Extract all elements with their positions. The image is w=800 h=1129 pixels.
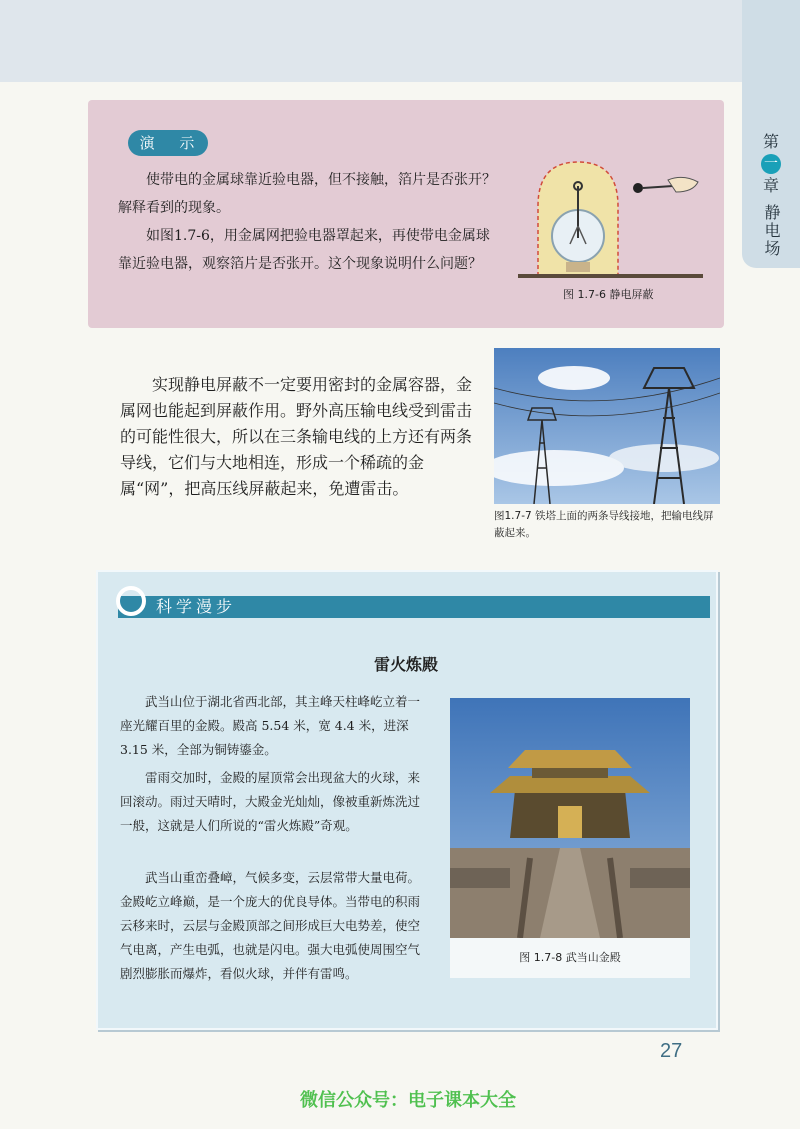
figure-caption-1-7-8: 图 1.7-8 武当山金殿	[450, 938, 690, 978]
chapter-suffix: 章	[762, 176, 779, 195]
article-paragraph-2: 雷雨交加时，金殿的屋顶常会出现盆大的火球，来回滚动。雨过天晴时，大殿金光灿灿，像被重新炼洗过一般，这就是人们所说的“雷火炼殿”奇观。	[120, 770, 421, 833]
article-paragraph-3: 武当山重峦叠嶂，气候多变，云层常带大量电荷。金殿屹立峰巅，是一个庞大的优良导体。当带电的积雨云移来时，云层与金殿顶部之间形成巨大电势差，使空气电离，产生电弧，也就是闪电。强大电弧使周围空气剧烈膨胀而爆炸，看似火球，并伴有雷鸣。	[120, 870, 421, 981]
page-number: 27	[660, 1040, 683, 1062]
footer-watermark: 微信公众号：电子课本大全	[300, 1090, 516, 1111]
demo-paragraph-2: 如图1.7-6，用金属网把验电器罩起来，再使带电金属球靠近验电器，观察箔片是否张开。这个现象说明什么问题？	[118, 228, 490, 272]
figure-caption-1-7-7: 图1.7-7 铁塔上面的两条导线接地，把输电线屏蔽起来。	[494, 510, 714, 539]
golden-hall-photo	[450, 698, 690, 938]
chapter-tab	[742, 0, 800, 268]
banner-circle-icon	[116, 586, 146, 616]
electroscope-figure	[518, 156, 703, 306]
top-band	[0, 0, 800, 82]
science-walk-title: 科学漫步	[156, 597, 237, 616]
article-heading: 雷火炼殿	[374, 655, 439, 674]
chapter-title: 静电场	[762, 204, 781, 258]
demo-badge: 演 示	[128, 130, 208, 156]
power-tower-photo	[494, 348, 720, 504]
chapter-number: 一	[761, 154, 781, 174]
article-paragraph-1: 武当山位于湖北省西北部，其主峰天柱峰屹立着一座光耀百里的金殿。殿高 5.54 米，宽 4.4 米，进深 3.15 米，全部为铜铸鎏金。	[120, 694, 421, 757]
science-walk-box	[96, 570, 718, 1030]
demo-paragraph-1: 使带电的金属球靠近验电器，但不接触，箔片是否张开？解释看到的现象。	[118, 172, 496, 216]
demo-box	[88, 100, 724, 328]
main-paragraph: 实现静电屏蔽不一定要用密封的金属容器，金属网也能起到屏蔽作用。野外高压输电线受到雷击的可能性很大，所以在三条输电线的上方还有两条导线，它们与大地相连，形成一个稀疏的金属“网”，把高压线屏蔽起来，免遭雷击。	[120, 375, 473, 498]
figure-caption-1-7-6: 图 1.7-6 静电屏蔽	[563, 288, 654, 301]
chapter-prefix: 第	[762, 132, 779, 151]
